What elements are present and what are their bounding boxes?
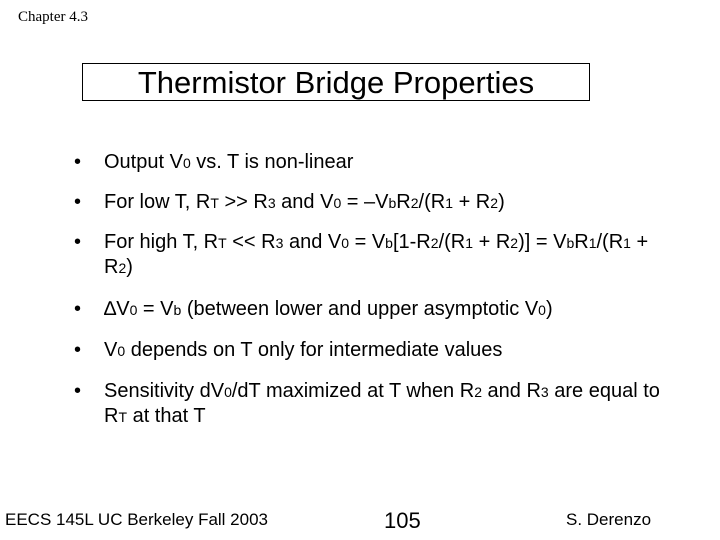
chapter-label: Chapter 4.3 (18, 9, 88, 25)
bullet-text: V0 depends on T only for intermediate values (104, 339, 503, 361)
footer-author: S. Derenzo (566, 510, 652, 529)
bullet-item-5 (74, 338, 674, 363)
bullet-text: ∆V0 = Vb (between lower and upper asymptotic V0) (104, 298, 553, 320)
bullet-item-4 (74, 297, 674, 322)
bullet-dot-icon: • (74, 191, 82, 213)
title-box (82, 63, 590, 101)
bullet-text: For high T, RT << R3 and V0 = Vb[1-R2/(R1 + R2)] = VbR1/(R1 + R2) (104, 231, 649, 278)
bullet-dot-icon: • (74, 339, 82, 361)
bullet-list (74, 150, 674, 429)
bullet-dot-icon: • (74, 231, 82, 253)
bullet-item-2 (74, 190, 674, 215)
bullet-dot-icon: • (74, 380, 82, 402)
bullet-text: For low T, RT >> R3 and V0 = –VbR2/(R1 + R2) (104, 191, 505, 213)
slide-title: Thermistor Bridge Properties (137, 64, 535, 100)
bullet-text: Sensitivity dV0/dT maximized at T when R2 and R3 are equal to RT at that T (104, 380, 660, 427)
bullet-item-6 (74, 379, 674, 429)
footer-course: EECS 145L UC Berkeley Fall 2003 (5, 510, 269, 529)
bullet-item-1 (74, 150, 674, 175)
page-number: 105 (384, 508, 421, 533)
bullet-dot-icon: • (74, 298, 82, 320)
bullet-item-3 (74, 230, 674, 280)
bullet-dot-icon: • (74, 151, 82, 173)
bullet-text: Output V0 vs. T is non-linear (104, 151, 354, 173)
